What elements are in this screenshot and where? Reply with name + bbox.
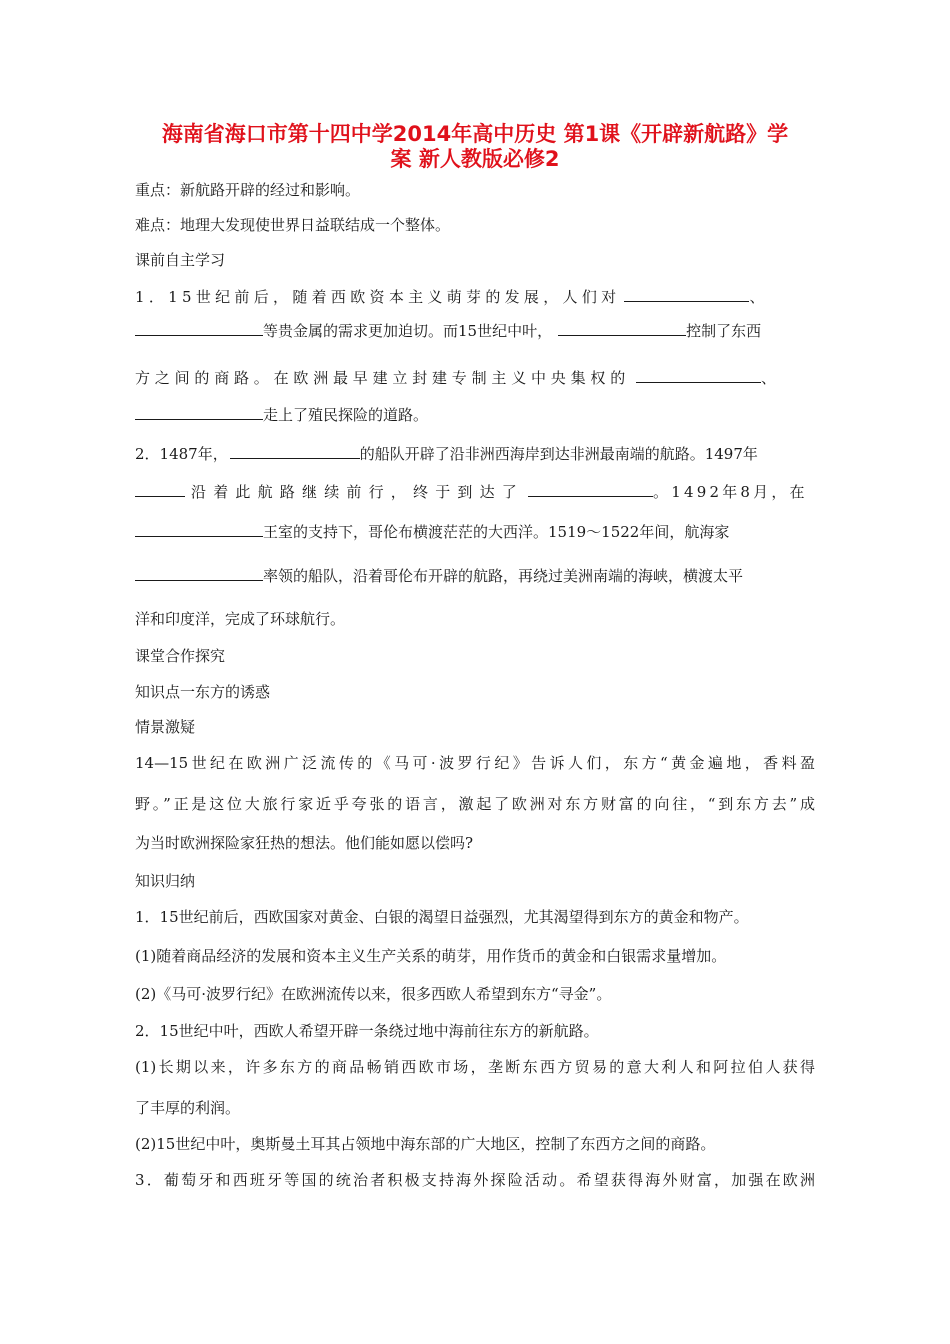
q1-text-f: 、 [761, 369, 777, 387]
q1-text-a: 1．15世纪前后，随着西欧资本主义萌芽的发展，人们对 [135, 288, 621, 306]
q1-line-4 [135, 405, 815, 425]
difficulty-text: 难点：地理大发现使世界日益联结成一个整体。 [135, 216, 451, 234]
q1-line-2 [135, 321, 815, 341]
q2-blank-1[interactable] [230, 444, 360, 459]
q1-blank-5[interactable] [135, 405, 263, 420]
q2-blank-2[interactable] [135, 482, 185, 497]
doc-title-line-1: 海南省海口市第十四中学2014年高中历史 第1课《开辟新航路》学 [161, 122, 789, 146]
class-explore-heading: 课堂合作探究 [135, 647, 226, 665]
q2-text-a: 2．1487年， [135, 445, 228, 463]
q2-line-3 [135, 522, 815, 542]
q2-blank-4[interactable] [135, 522, 263, 537]
q1-text-c: 等贵金属的需求更加迫切。而15世纪中叶， [263, 322, 553, 340]
q2-text-d: 。1492年8月，在 [653, 483, 808, 501]
q2-text-f: 率领的船队，沿着哥伦布开辟的航路，再绕过美洲南端的海峡，横渡太平 [263, 567, 744, 585]
q1-line-3 [135, 368, 815, 388]
q1-blank-1[interactable] [624, 287, 749, 302]
scenario-line-2: 野。”正是这位大旅行家近乎夸张的语言，激起了欧洲对东方财富的向往，“到东方去”成 [135, 795, 815, 813]
summary-point-2-1: (1)长期以来，许多东方的商品畅销西欧市场，垄断东西方贸易的意大利人和阿拉伯人获得 [135, 1058, 815, 1076]
q2-line-2 [135, 482, 815, 502]
q2-blank-3[interactable] [528, 482, 653, 497]
focus-text: 重点：新航路开辟的经过和影响。 [135, 181, 361, 199]
q2-text-e: 王室的支持下，哥伦布横渡茫茫的大西洋。1519～1522年间，航海家 [263, 523, 730, 541]
q2-text-c: 沿着此航路继续前行，终于到达了 [191, 483, 525, 501]
q1-text-d: 控制了东西 [686, 322, 762, 340]
scenario-line-1: 14—15世纪在欧洲广泛流传的《马可·波罗行纪》告诉人们，东方“黄金遍地，香料盈 [135, 754, 815, 772]
summary-point-1-2: (2)《马可·波罗行纪》在欧洲流传以来，很多西欧人希望到东方“寻金”。 [135, 985, 612, 1003]
q1-blank-4[interactable] [636, 368, 761, 383]
q2-blank-5[interactable] [135, 566, 263, 581]
q1-text-e: 方之间的商路。在欧洲最早建立封建专制主义中央集权的 [135, 369, 631, 387]
q1-blank-3[interactable] [558, 321, 686, 336]
doc-title-line-2: 案 新人教版必修2 [390, 147, 560, 171]
q2-text-b: 的船队开辟了沿非洲西海岸到达非洲最南端的航路。1497年 [359, 445, 758, 463]
summary-point-2-2: (2)15世纪中叶，奥斯曼土耳其占领地中海东部的广大地区，控制了东西方之间的商路。 [135, 1135, 716, 1153]
q2-line-4 [135, 566, 815, 586]
summary-point-1: 1．15世纪前后，西欧国家对黄金、白银的渴望日益强烈，尤其渴望得到东方的黄金和物产。 [135, 908, 749, 926]
scenario-line-3: 为当时欧洲探险家狂热的想法。他们能如愿以偿吗? [135, 834, 474, 852]
scenario-heading: 情景激疑 [135, 718, 196, 736]
knowledge-point-1: 知识点一东方的诱惑 [135, 683, 271, 701]
q1-blank-2[interactable] [135, 321, 263, 336]
q1-text-b: 、 [749, 288, 765, 306]
q1-text-g: 走上了殖民探险的道路。 [263, 406, 429, 424]
q2-line-1 [135, 444, 815, 464]
summary-point-2: 2．15世纪中叶，西欧人希望开辟一条绕过地中海前往东方的新航路。 [135, 1022, 599, 1040]
q2-line-5: 洋和印度洋，完成了环球航行。 [135, 610, 346, 628]
summary-point-1-1: (1)随着商品经济的发展和资本主义生产关系的萌芽，用作货币的黄金和白银需求量增加。 [135, 947, 727, 965]
pre-study-heading: 课前自主学习 [135, 251, 226, 269]
summary-point-3: 3．葡萄牙和西班牙等国的统治者积极支持海外探险活动。希望获得海外财富，加强在欧洲 [135, 1171, 815, 1189]
summary-heading: 知识归纳 [135, 872, 196, 890]
summary-point-2-1-cont: 了丰厚的利润。 [135, 1099, 241, 1117]
q1-line-1 [135, 287, 815, 307]
